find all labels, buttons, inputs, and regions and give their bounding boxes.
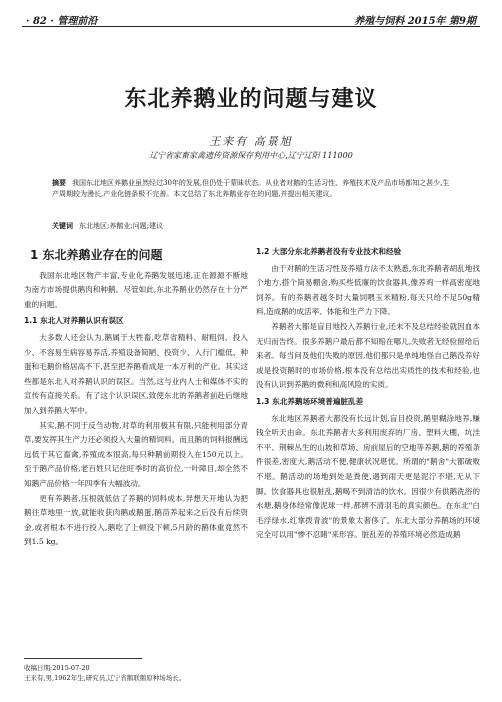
subsection-heading: 1.1 东北人对养鹅认识有误区 xyxy=(24,316,124,326)
subsection-heading: 1.2 大部分东北养鹅者没有专业技术和经验 xyxy=(256,247,402,256)
paragraph: 养鹅者大都是盲目地投入养鹅行业,还未不及总结经验就因血本无归而告终。很多养鹅户最后都不知赔在哪儿,失败者无经验留给后来者。每当问及他们失败的原因,他们都只是单纯地怪自己鹅没养好或是投资鹅时的市场价格,根本没有总结出实质性的技术和经验,也没有认识到养鹅的微利和高风险的实质。 xyxy=(256,321,480,390)
authors: 王来有 高景旭 xyxy=(209,135,293,148)
abstract-label: 摘要 xyxy=(52,178,66,187)
abstract-text: 我国东北地区养鹅业虽然经过30年的发展,但仍处于蒙昧状态。从业者对鹅的生活习性、养殖技术及产品市场都知之甚少,生产周期较为漫长,产业化链条极不完善。本文总结了东北养鹅业存在的问题,并提出相关建议。 xyxy=(52,179,450,198)
subsection-heading: 1.3 东北养鹅场环境普遍脏乱差 xyxy=(256,396,364,406)
paragraph: 其实,鹅不同于反刍动物,对草的利用极其有限,只能利用部分青草,要发挥其生产力还必须投入大量的精饲料。而且鹅的饲料报酬远远低于其它畜禽,养殖成本很高,每只种鹅前期投入在150元以上。至于鹅产品价格,老百姓只记住旺季时的高价位,一叶障目,却全然不知鹅产品价格一年四季有大幅波动。 xyxy=(24,420,248,488)
page-number-section: · 82 · 管理前沿 xyxy=(26,16,98,27)
right-column xyxy=(256,243,480,543)
journal-issue: 养殖与饲料 2015年 第9期 xyxy=(354,16,476,27)
paragraph: 大多数人还会认为,鹅属于大牲畜,吃草省精料、耐粗饲、投入少、不容易生病容易养活,养殖设备简陋、投资少、入行门槛低、种蛋和毛鹅价格居高不下,甚至把养鹅看成是一本万利的产业。其实这些都是东北人对养鹅认识的误区。当然,这与业内人士和媒体不实的宣传有直接关系。有了这个认识误区,致使东北的养鹅者前赴后继地加入到养鹅大军中。 xyxy=(24,332,248,415)
left-column xyxy=(24,243,248,550)
paper-title: 东北养鹅业的问题与建议 xyxy=(124,87,378,112)
received-date: 收稿日期:2015-07-20 xyxy=(24,664,90,672)
footnote-rule xyxy=(24,658,142,659)
paragraph: 由于对鹅的生活习性及养殖方法不太熟悉,东北养鹅者胡乱地找个地方,搭个简易棚舍,购买些低廉的饮食器具,像养鸡一样高密度地饲养。有的养鹅者越冬时大量饲喂玉米精粉,每天只给不足50g精料,造成鹅的成活率、体能和生产力下降。 xyxy=(256,263,480,317)
paragraph: 我国东北地区物产丰富,专业化养鹅发展迅速,正在源源不断地为南方市场提供鹅肉和种鹅。尽管如此,东北养鹅业仍然存在十分严重的问题。 xyxy=(24,270,248,309)
affiliation: 辽宁省家畜家禽遗传资源保存利用中心,辽宁辽阳 111000 xyxy=(149,151,353,160)
keywords xyxy=(52,221,450,231)
footnote xyxy=(24,663,185,683)
paragraph: 东北地区养鹅者大都没有长远计划,盲目投资,鹅里糊涂地养,赚钱全听天由命。东北养鹅者大多利用废弃的厂房、塑料大棚、坑洼不平、荆棘丛生的山坡和草场、房前屋后的空地等养鹅,鹅的养殖条件很差,密度大,鹅活动不便,健康状况堪忧。所谓的"鹅舍"大都破败不堪。鹅活动的场地到处是粪便,遇到雨天更是泥泞不堪,无从下脚。饮食器具也很脏乱,鹅喝不到清洁的饮水。因很少有供鹅洗浴的水塘,鹅身体经常像泥球一样,都辨不清羽毛的真实颜色。在东北"白毛浮绿水,红掌拨青波"的景象太奢侈了。东北大部分养鹅场的环境完全可以用"惨不忍睹"来形容。脏乱差的养殖环境必然造成鹅 xyxy=(256,413,480,540)
running-header xyxy=(22,6,480,27)
author-bio: 王来有,男,1962年生,研究员,辽宁省鹅联鹅原种场场长。 xyxy=(24,674,186,682)
keywords-label: 关键词 xyxy=(52,221,73,230)
paragraph: 更有养鹅者,压根就低估了养鹅的饲料成本,异想天开地认为把鹅往草地里一放,就能收获肉鹅或鹅蛋,鹅苗养起来之后没有后续资金,或者根本不进行投入,鹅吃了上顿没下顿,5月龄的鹅体重竟然不到1.5 kg。 xyxy=(24,493,248,547)
section-heading: 1 东北养鹅业存在的问题 xyxy=(30,248,163,262)
keywords-text: 东北地区;养鹅业;问题;建议 xyxy=(79,222,164,230)
abstract xyxy=(52,177,450,200)
